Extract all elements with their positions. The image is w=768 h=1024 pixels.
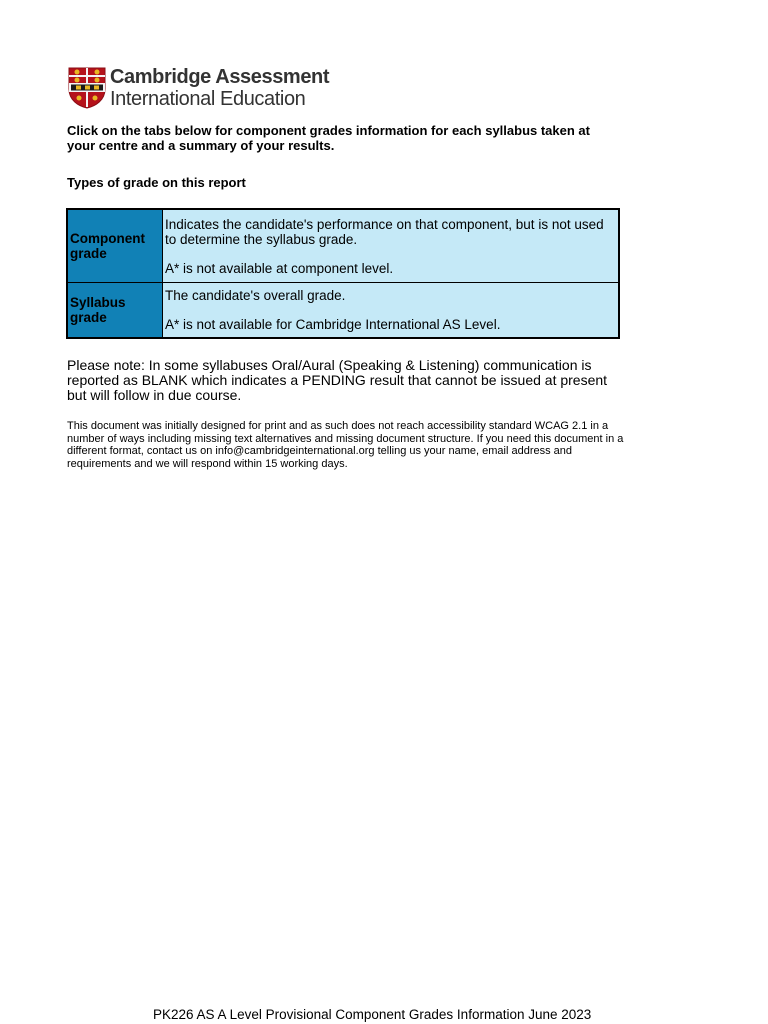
university-crest-icon bbox=[68, 67, 106, 109]
grade-note: A* is not available at component level. bbox=[165, 260, 394, 276]
grade-label-component: Component grade bbox=[67, 209, 163, 283]
grade-note: A* is not available for Cambridge International AS Level. bbox=[165, 317, 501, 332]
logo-line-1: Cambridge Assessment bbox=[110, 66, 330, 88]
types-heading: Types of grade on this report bbox=[67, 175, 246, 190]
accessibility-statement: This document was initially designed for print and as such does not reach accessibility standard WCAG 2.1 in a number of ways including missing text alternatives and missing document structure. If you need this document in a different format, contact us on info@cambridgeinternational.org telling us your name, email address and requirements and we will respond within 15 working days. bbox=[67, 420, 624, 470]
page-footer: PK226 AS A Level Provisional Component Grades Information June 2023 bbox=[153, 1007, 592, 1022]
grade-label-syllabus: Syllabus grade bbox=[67, 283, 163, 339]
logo-line-2: International Education bbox=[110, 88, 306, 110]
pending-note: Please note: In some syllabuses Oral/Aural (Speaking & Listening) communication is reported as BLANK which indicates a PENDING result that cannot be issued at present but will follow in due course. bbox=[67, 357, 608, 403]
table-row bbox=[67, 283, 619, 339]
grade-types-table bbox=[66, 208, 620, 339]
grade-description: Indicates the candidate's performance on that component, but is not used to determine the syllabus grade. bbox=[165, 216, 604, 247]
grade-description-component bbox=[163, 209, 620, 283]
cambridge-logo bbox=[68, 67, 329, 109]
grade-description: The candidate's overall grade. bbox=[165, 288, 346, 303]
table-row bbox=[67, 209, 619, 283]
intro-text: Click on the tabs below for component grades information for each syllabus taken at your centre and a summary of your results. bbox=[67, 123, 590, 153]
grade-description-syllabus bbox=[163, 283, 620, 339]
